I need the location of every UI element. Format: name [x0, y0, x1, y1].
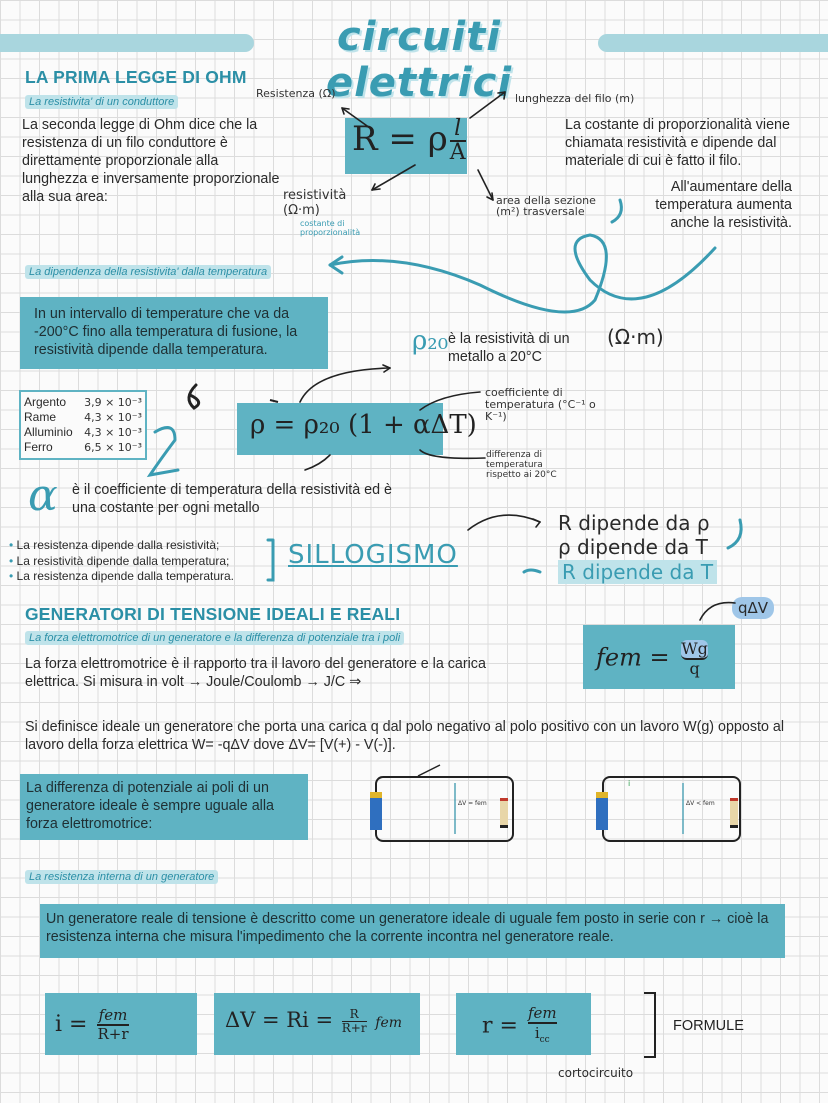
material-row	[24, 410, 142, 425]
material-value: 3,9 × 10⁻³	[84, 396, 142, 409]
gen-subtitle: La forza elettromotrice di un generatore e la differenza di potenziale tra i poli	[25, 631, 404, 645]
circuit-real-label: ΔV < fem	[686, 800, 715, 807]
syllogism-r1: R dipende da ρ	[558, 511, 710, 535]
ohm-title: LA PRIMA LEGGE DI OHM	[25, 67, 247, 87]
circuit-real-current: i	[628, 779, 631, 788]
label-resistivity: resistività (Ω·m)	[283, 188, 347, 218]
temp-formula: ρ = ρ₂₀ (1 + αΔT)	[250, 410, 477, 440]
circuit-ideal-label: ΔV = fem	[458, 800, 487, 807]
fem-formula: fem = $\frac{Wg}{q}$	[596, 639, 708, 678]
resistor-ideal	[500, 798, 508, 828]
list-item: • La resistività dipende dalla temperatura;	[9, 553, 230, 568]
formula-dv: ΔV = Ri = $\frac{R}{R+r}$ fem	[225, 1007, 403, 1035]
formula-r: r = fem $i_{cc}$	[482, 1004, 557, 1045]
alpha-text: è il coefficiente di temperatura della resistività ed è una costante per ogni metallo	[72, 482, 392, 516]
title-band-left	[0, 34, 254, 52]
resistor-real	[730, 798, 738, 828]
material-name: Alluminio	[24, 425, 73, 439]
circuit-real	[602, 776, 741, 842]
rho20-symbol: ρ₂₀	[412, 326, 449, 356]
internal-box: Un generatore reale di tensione è descritto come un generatore ideale di uguale fem posto in serie con r → cioè la resistenza interna che misura l'impedimento che la corrente incontra nel generatore reale.	[40, 904, 785, 958]
rho20-unit: (Ω·m)	[607, 325, 664, 349]
battery-ideal	[370, 792, 382, 830]
material-name: Ferro	[24, 440, 53, 454]
label-area: area della sezione (m²) trasversale	[496, 194, 596, 218]
label-constant: costante di proporzionalità	[300, 219, 361, 237]
formula-current: i = fem R+r	[55, 1006, 129, 1043]
formule-label: FORMULE	[673, 1018, 744, 1034]
ohm-intro: La seconda legge di Ohm dice che la resistenza di un filo conduttore è direttamente proporzionale alla lunghezza e inversamente proporzionale alla sua area:	[22, 117, 280, 205]
constant-text: La costante di proporzionalità viene chiamata resistività e dipende dal materiale di cui è fatto il filo.	[565, 117, 790, 169]
syllogism-label: SILLOGISMO	[288, 540, 458, 570]
formula-short: cortocircuito	[558, 1066, 634, 1080]
temp-subtitle: La dipendenza della resistivita' dalla temperatura	[25, 265, 271, 279]
coef-label: coefficiente di temperatura (°C⁻¹ o K⁻¹)	[485, 386, 596, 423]
material-name: Rame	[24, 410, 57, 424]
label-length: lunghezza del filo (m)	[515, 92, 635, 105]
ohm-subtitle: La resistivita' di un conduttore	[25, 95, 178, 109]
qdv-label: qΔV	[732, 597, 774, 619]
material-row	[24, 425, 142, 440]
material-value: 6,5 × 10⁻³	[84, 441, 142, 454]
label-resistance: Resistenza (Ω)	[256, 87, 336, 100]
syllogism-list	[9, 538, 234, 585]
fem-text: La forza elettromotrice è il rapporto tra il lavoro del generatore e la carica elettrica. Si misura in volt → Joule/Coulomb → J/C ⇒	[25, 656, 486, 690]
materials-table	[19, 390, 147, 460]
alpha-symbol: α	[28, 470, 58, 521]
diff-box: La differenza di potenziale ai poli di un generatore ideale è sempre uguale alla forza elettromotrice:	[20, 774, 308, 840]
battery-real	[596, 792, 608, 830]
page-title: circuiti elettrici	[325, 14, 513, 106]
syllogism-item: La resistenza dipende dalla resistività;	[16, 538, 220, 552]
ohm-formula: R = ρ $\frac{l}{A}$	[352, 116, 466, 165]
diff-label: differenza di temperatura rispetto ai 20°C	[486, 450, 557, 480]
list-item: • La resistenza dipende dalla temperatura.	[9, 569, 235, 583]
material-row	[24, 395, 142, 410]
rho20-text: è la resistività di un metallo a 20°C	[448, 331, 570, 365]
material-name: Argento	[24, 395, 67, 409]
material-row	[24, 440, 142, 455]
increase-text: All'aumentare della temperatura aumenta anche la resistività.	[655, 179, 792, 231]
syllogism-r2: ρ dipende da T	[558, 535, 708, 559]
syllogism-item: La resistività dipende dalla temperatura;	[16, 553, 230, 568]
title-band-right	[598, 34, 828, 52]
gen-title: GENERATORI DI TENSIONE IDEALI E REALI	[25, 604, 401, 624]
syllogism-item: La resistenza dipende dalla temperatura.	[16, 569, 235, 583]
syllogism-r3: R dipende da T	[558, 560, 717, 584]
temp-box: In un intervallo di temperature che va da -200°C fino alla temperatura di fusione, la resistività dipende dalla temperatura.	[20, 297, 328, 369]
material-value: 4,3 × 10⁻³	[84, 411, 142, 424]
formula-bracket	[644, 992, 656, 1058]
internal-subtitle: La resistenza interna di un generatore	[25, 870, 218, 884]
material-value: 4,3 × 10⁻³	[84, 426, 142, 439]
list-item: • La resistenza dipende dalla resistività;	[9, 538, 220, 552]
circuit-ideal	[375, 776, 514, 842]
ideal-text: Si definisce ideale un generatore che porta una carica q dal polo negativo al polo positivo con un lavoro W(g) opposto al lavoro della forza elettrica W= -qΔV dove ΔV= [V(+) - V(-)].	[25, 719, 785, 753]
